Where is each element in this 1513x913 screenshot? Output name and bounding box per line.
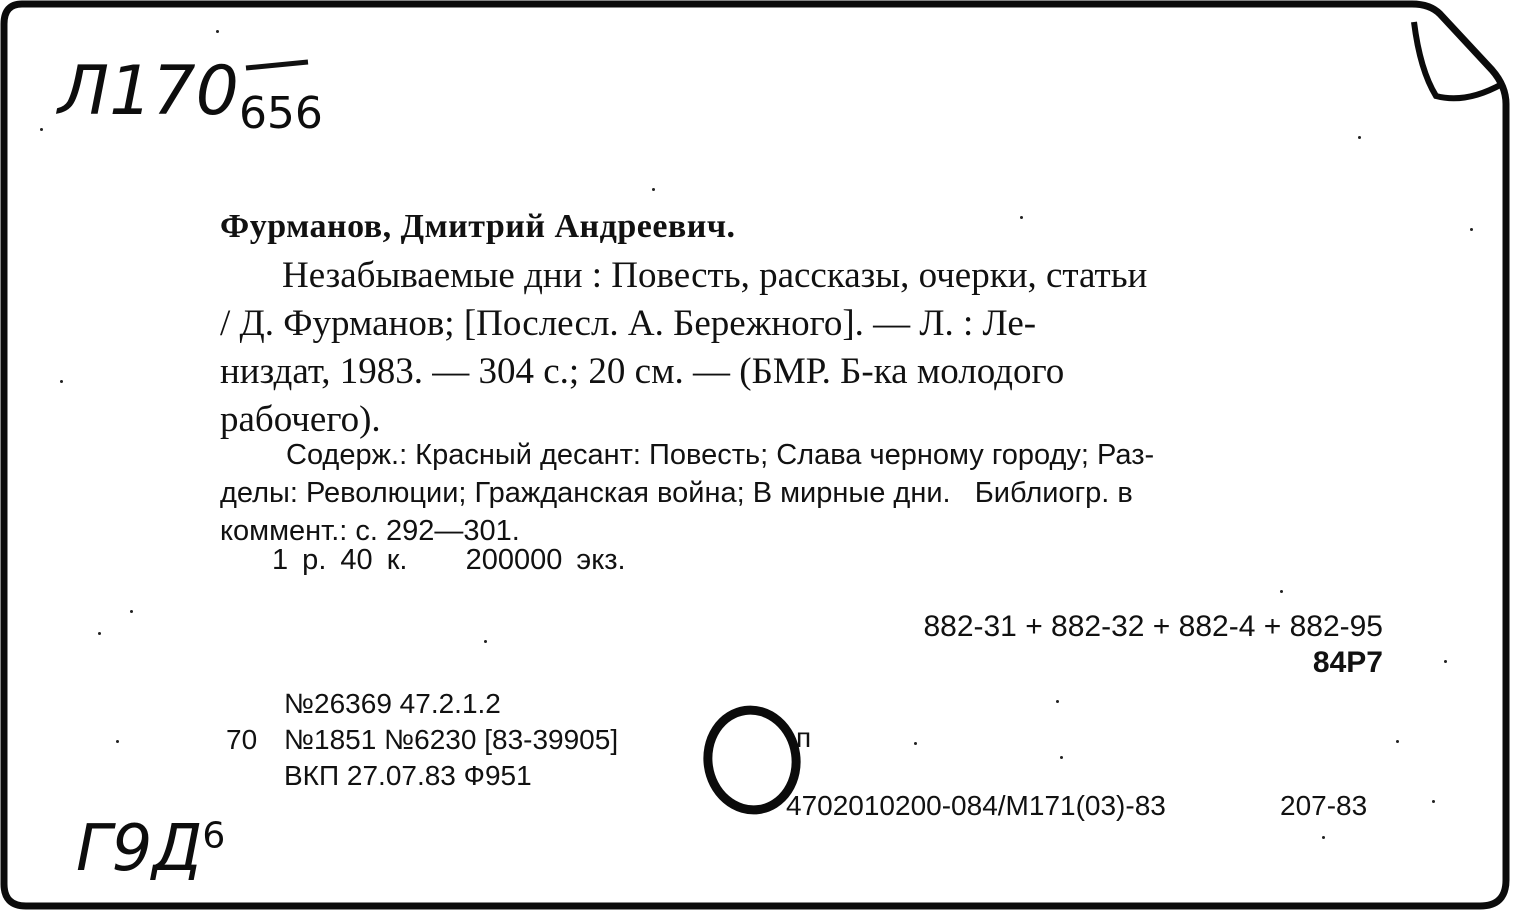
- tech-line-2-prefix: 70: [226, 724, 258, 755]
- author-heading: Фурманов, Дмитрий Андреевич.: [220, 208, 736, 245]
- call-number-sub: 656: [238, 88, 323, 139]
- call-number-main: Л170: [58, 52, 239, 131]
- description-line: Незабываемые дни : Повесть, рассказы, очерки, статьи: [282, 255, 1148, 296]
- bottom-code-tail: 207-83: [1280, 790, 1368, 821]
- bottom-note-main: Г9Д: [76, 812, 203, 886]
- tech-line-2-tail: п: [796, 722, 812, 753]
- print-run: 200000 экз.: [465, 544, 626, 576]
- classification-code-2: 84Р7: [1312, 646, 1383, 679]
- contents-line: Содерж.: Красный десант: Повесть; Слава черному городу; Раз-: [286, 439, 1155, 471]
- description-line: низдат, 1983. — 304 с.; 20 см. — (БМР. Б-ка молодого: [220, 351, 1065, 392]
- price-line: [272, 544, 626, 577]
- bottom-handwritten-note: [76, 812, 225, 886]
- bibliographic-description: [220, 252, 1380, 444]
- price: 1 р. 40 к.: [272, 544, 408, 576]
- contents-line: коммент.: с. 292—301.: [220, 515, 520, 547]
- description-line: рабочего).: [220, 399, 381, 440]
- classification-codes: 882-31 + 882-32 + 882-4 + 882-95: [923, 610, 1383, 643]
- bottom-code: 4702010200-084/М171(03)-83: [786, 790, 1166, 821]
- call-number: [58, 52, 323, 139]
- contents-note: [220, 436, 1380, 550]
- contents-line: делы: Революции; Гражданская война; В мирные дни. Библиогр. в: [220, 477, 1133, 509]
- tech-line-2: №1851 №6230 [83-39905]: [284, 724, 619, 755]
- description-line: / Д. Фурманов; [Послесл. А. Бережного]. — Л. : Ле-: [220, 303, 1037, 344]
- tech-line-3: ВКП 27.07.83 Ф951: [284, 760, 532, 791]
- bottom-note-sup: 6: [202, 815, 226, 857]
- tech-line-1: №26369 47.2.1.2: [284, 688, 501, 719]
